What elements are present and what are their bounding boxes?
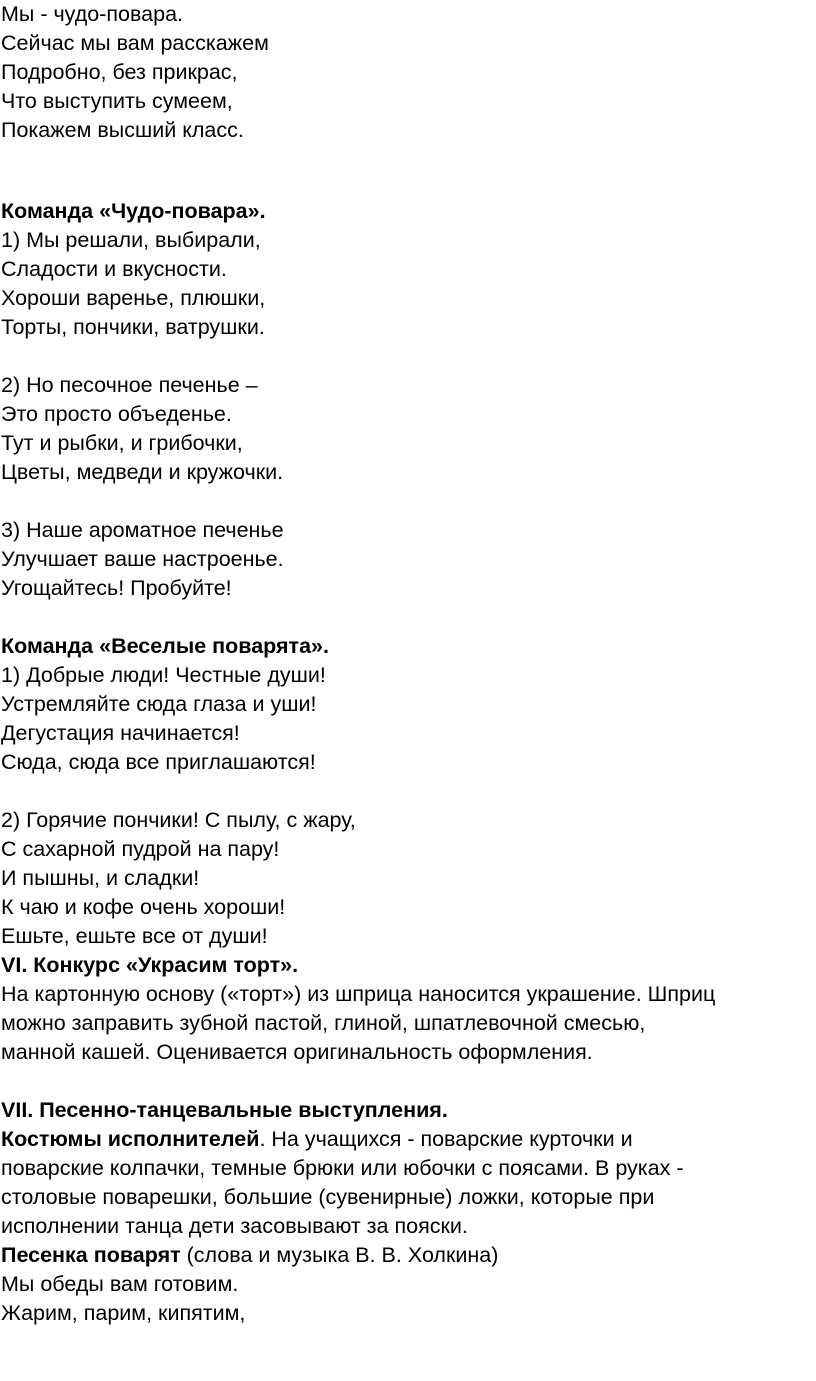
costumes-line [1, 1125, 633, 1154]
costumes-line: поварские колпачки, темные брюки или юбочки с поясами. В руках - [1, 1156, 684, 1180]
song-credit: (слова и музыка В. В. Холкина) [180, 1243, 499, 1267]
team1-verse-line: Хороши варенье, плюшки, [1, 286, 266, 310]
team1-verse-line: Угощайтесь! Пробуйте! [1, 576, 232, 600]
section6-paragraph-line: манной кашей. Оценивается оригинальность оформления. [1, 1040, 593, 1064]
team1-verse-line: Сладости и вкусности. [1, 257, 227, 281]
team2-heading: Команда «Веселые поварята». [1, 634, 329, 658]
team1-verse-line: Цветы, медведи и кружочки. [1, 460, 284, 484]
team1-verse-line: Это просто объеденье. [1, 402, 232, 426]
team2-verse-line: С сахарной пудрой на пару! [1, 837, 280, 861]
section6-heading: VI. Конкурс «Украсим торт». [1, 953, 299, 977]
intro-line: Сейчас мы вам расскажем [1, 31, 269, 55]
section6-paragraph-line: На картонную основу («торт») из шприца наносится украшение. Шприц [1, 982, 716, 1006]
costumes-text: . На учащихся - поварские курточки и [259, 1127, 633, 1151]
costumes-line: исполнении танца дети засовывают за пояски. [1, 1214, 468, 1238]
team1-verse-line: 3) Наше ароматное печенье [1, 518, 284, 542]
intro-line: Подробно, без прикрас, [1, 60, 238, 84]
intro-line: Мы - чудо-повара. [1, 2, 183, 26]
team2-verse-line: 1) Добрые люди! Честные души! [1, 663, 326, 687]
song-line: Жарим, парим, кипятим, [1, 1301, 246, 1325]
song-title-line [1, 1241, 498, 1270]
song-line: Мы обеды вам готовим. [1, 1272, 239, 1296]
costumes-line: столовые поварешки, большие (сувенирные) ложки, которые при [1, 1185, 655, 1209]
team2-verse-line: К чаю и кофе очень хороши! [1, 895, 286, 919]
intro-line: Что выступить сумеем, [1, 89, 233, 113]
team1-verse-line: Тут и рыбки, и грибочки, [1, 431, 243, 455]
team2-verse-line: Устремляйте сюда глаза и уши! [1, 692, 317, 716]
team2-verse-line: Дегустация начинается! [1, 721, 240, 745]
costumes-label: Костюмы исполнителей [1, 1127, 260, 1151]
team1-verse-line: 2) Но песочное печенье – [1, 373, 258, 397]
team2-verse-line: Сюда, сюда все приглашаются! [1, 750, 316, 774]
team2-verse-line: 2) Горячие пончики! С пылу, с жару, [1, 808, 356, 832]
team2-verse-line: И пышны, и сладки! [1, 866, 200, 890]
team2-verse-line: Ешьте, ешьте все от души! [1, 924, 268, 948]
team1-verse-line: Торты, пончики, ватрушки. [1, 315, 265, 339]
section7-heading: VII. Песенно-танцевальные выступления. [1, 1098, 448, 1122]
team1-verse-line: Улучшает ваше настроенье. [1, 547, 284, 571]
song-label: Песенка поварят [1, 1243, 181, 1267]
intro-line: Покажем высший класс. [1, 118, 244, 142]
team1-heading: Команда «Чудо-повара». [1, 199, 266, 223]
section6-paragraph-line: можно заправить зубной пастой, глиной, шпатлевочной смесью, [1, 1011, 646, 1035]
team1-verse-line: 1) Мы решали, выбирали, [1, 228, 261, 252]
